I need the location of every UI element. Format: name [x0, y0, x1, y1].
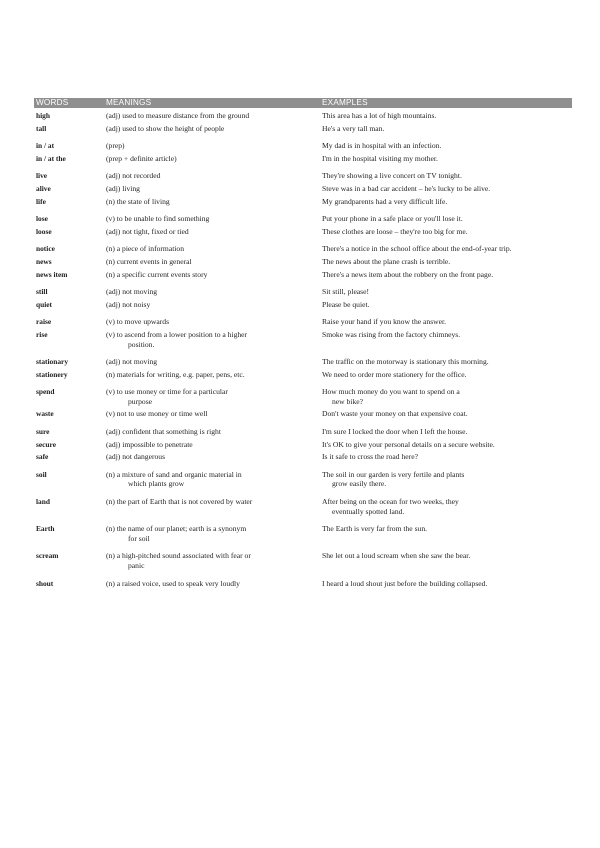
- meaning-line: (n) a mixture of sand and organic material in: [106, 469, 242, 479]
- word-cell: loose: [36, 226, 52, 236]
- meaning-cell: [104, 330, 314, 352]
- example-cell: Raise your hand if you know the answer.: [322, 317, 447, 327]
- vocabulary-table: [34, 98, 572, 591]
- table-row: [34, 300, 572, 313]
- example-continuation: new bike?: [332, 396, 363, 406]
- table-row: [34, 574, 572, 592]
- meaning-continuation: position.: [128, 339, 155, 349]
- table-row: [34, 452, 572, 465]
- word-cell: high: [36, 111, 50, 120]
- word-cell: life: [36, 196, 46, 206]
- meaning-cell: (adj) not noisy: [106, 299, 151, 309]
- table-row: [34, 184, 572, 197]
- word-cell: spend: [36, 387, 55, 397]
- word-cell: stationery: [36, 369, 68, 379]
- table-row: [34, 440, 572, 453]
- table-row: [34, 108, 572, 124]
- example-cell: My grandparents had a very difficult life.: [322, 196, 448, 206]
- example-cell: I heard a loud shout just before the building collapsed.: [322, 578, 488, 588]
- meaning-cell: (v) not to use money or time well: [106, 409, 208, 419]
- word-cell: secure: [36, 439, 56, 449]
- table-row: [34, 239, 572, 257]
- meaning-cell: (adj) not dangerous: [106, 452, 166, 462]
- table-row: [34, 409, 572, 422]
- meaning-cell: (n) a raised voice, used to speak very loudly: [106, 578, 240, 588]
- word-cell: land: [36, 497, 50, 507]
- table-row: [34, 546, 572, 573]
- table-row: [34, 352, 572, 370]
- meaning-cell: (n) the state of living: [106, 196, 170, 206]
- example-cell: Put your phone in a safe place or you'll lose it.: [322, 214, 463, 224]
- table-row: [34, 465, 572, 492]
- example-cell: I'm in the hospital visiting my mother.: [322, 153, 438, 163]
- word-cell: safe: [36, 452, 49, 462]
- word-cell: lose: [36, 214, 48, 224]
- header-words: WORDS: [36, 98, 69, 107]
- meaning-cell: (v) to be unable to find something: [106, 214, 210, 224]
- table-row: [34, 166, 572, 184]
- example-cell: The traffic on the motorway is stationary this morning.: [322, 357, 489, 367]
- meaning-continuation: purpose: [128, 396, 153, 406]
- header-meanings: MEANINGS: [106, 98, 152, 107]
- word-cell: live: [36, 171, 48, 181]
- word-cell: news: [36, 256, 52, 266]
- table-row: [34, 312, 572, 330]
- table-row: [34, 197, 572, 210]
- meaning-cell: [104, 546, 314, 573]
- example-cell: Is it safe to cross the road here?: [322, 452, 418, 462]
- meaning-cell: (prep + definite article): [106, 153, 177, 163]
- table-row: [34, 382, 572, 409]
- example-cell: It's OK to give your personal details on a secure website.: [322, 439, 495, 449]
- example-cell: This area has a lot of high mountains.: [322, 111, 437, 120]
- example-cell: Sit still, please!: [322, 287, 370, 297]
- word-cell: stationary: [36, 357, 69, 367]
- meaning-cell: (n) a piece of information: [106, 244, 185, 254]
- example-line: The soil in our garden is very fertile and plants: [322, 469, 465, 479]
- example-cell: Don't waste your money on that expensive coat.: [322, 409, 468, 419]
- meaning-line: (n) a high-pitched sound associated with fear or: [106, 551, 251, 561]
- table-header-row: [34, 98, 572, 108]
- meaning-cell: (adj) impossible to penetrate: [106, 439, 193, 449]
- meaning-cell: (adj) not moving: [106, 357, 158, 367]
- meaning-cell: (n) the part of Earth that is not covered by water: [106, 497, 253, 507]
- table-row: [34, 136, 572, 154]
- meaning-cell: (adj) used to measure distance from the ground: [106, 111, 250, 120]
- example-cell: She let out a loud scream when she saw the bear.: [322, 551, 471, 561]
- example-cell: The Earth is very far from the sun.: [322, 524, 428, 534]
- meaning-continuation: which plants grow: [128, 479, 185, 489]
- word-cell: quiet: [36, 299, 53, 309]
- table-row: [34, 492, 572, 519]
- table-row: [34, 330, 572, 352]
- word-cell: in / at the: [36, 153, 66, 163]
- example-cell: The news about the plane crash is terrible.: [322, 256, 451, 266]
- meaning-continuation: panic: [128, 561, 145, 570]
- example-cell: There's a news item about the robbery on the front page.: [322, 269, 494, 279]
- table-row: [34, 209, 572, 227]
- meaning-cell: (adj) living: [106, 183, 140, 193]
- example-cell: [314, 382, 572, 409]
- meaning-cell: [104, 519, 314, 546]
- vocabulary-page: [34, 98, 572, 591]
- table-row: [34, 154, 572, 167]
- example-cell: [314, 492, 572, 519]
- meaning-cell: (n) materials for writing, e.g. paper, pens, etc.: [106, 369, 245, 379]
- header-examples: EXAMPLES: [322, 98, 368, 107]
- word-cell: still: [36, 287, 48, 297]
- example-cell: There's a notice in the school office about the end-of-year trip.: [322, 244, 512, 254]
- meaning-cell: (prep): [106, 141, 125, 151]
- example-cell: Please be quiet.: [322, 299, 370, 309]
- meaning-line: (v) to ascend from a lower position to a higher: [106, 329, 248, 339]
- meaning-line: (n) the name of our planet; earth is a synonym: [106, 524, 247, 534]
- example-cell: I'm sure I locked the door when I left the house.: [322, 427, 468, 437]
- word-cell: waste: [36, 409, 54, 419]
- table-row: [34, 422, 572, 440]
- word-cell: Earth: [36, 524, 55, 534]
- table-row: [34, 519, 572, 546]
- meaning-cell: (n) current events in general: [106, 256, 192, 266]
- example-line: How much money do you want to spend on a: [322, 387, 460, 397]
- word-cell: notice: [36, 244, 55, 254]
- example-continuation: grow easily there.: [332, 479, 387, 489]
- table-row: [34, 257, 572, 270]
- example-cell: They're showing a live concert on TV tonight.: [322, 171, 462, 181]
- example-cell: Steve was in a bad car accident – he's lucky to be alive.: [322, 183, 491, 193]
- meaning-cell: (v) to move upwards: [106, 317, 170, 327]
- meaning-cell: (adj) confident that something is right: [106, 427, 221, 437]
- meaning-cell: (adj) used to show the height of people: [106, 123, 225, 133]
- word-cell: alive: [36, 183, 51, 193]
- word-cell: raise: [36, 317, 52, 327]
- table-row: [34, 282, 572, 300]
- table-row: [34, 370, 572, 383]
- word-cell: tall: [36, 123, 47, 133]
- example-continuation: eventually spotted land.: [332, 506, 405, 516]
- table-row: [34, 227, 572, 240]
- example-cell: [314, 465, 572, 492]
- example-cell: Smoke was rising from the factory chimneys.: [322, 329, 461, 339]
- meaning-cell: [104, 465, 314, 492]
- meaning-cell: (adj) not moving: [106, 287, 158, 297]
- word-cell: scream: [36, 551, 59, 561]
- example-cell: My dad is in hospital with an infection.: [322, 141, 442, 151]
- meaning-cell: (adj) not tight, fixed or tied: [106, 226, 189, 236]
- word-cell: rise: [36, 329, 48, 339]
- word-cell: sure: [36, 427, 50, 437]
- example-cell: He's a very tall man.: [322, 123, 385, 133]
- example-cell: These clothes are loose – they're too big for me.: [322, 226, 468, 236]
- word-cell: in / at: [36, 141, 55, 151]
- meaning-continuation: for soil: [128, 533, 150, 543]
- example-cell: We need to order more stationery for the office.: [322, 369, 467, 379]
- word-cell: news item: [36, 269, 68, 279]
- table-row: [34, 124, 572, 137]
- word-cell: soil: [36, 469, 47, 479]
- word-cell: shout: [36, 578, 54, 588]
- meaning-cell: (adj) not recorded: [106, 171, 161, 181]
- example-line: After being on the ocean for two weeks, they: [322, 497, 459, 507]
- meaning-line: (v) to use money or time for a particular: [106, 387, 228, 397]
- meaning-cell: (n) a specific current events story: [106, 269, 208, 279]
- meaning-cell: [104, 382, 314, 409]
- table-row: [34, 270, 572, 283]
